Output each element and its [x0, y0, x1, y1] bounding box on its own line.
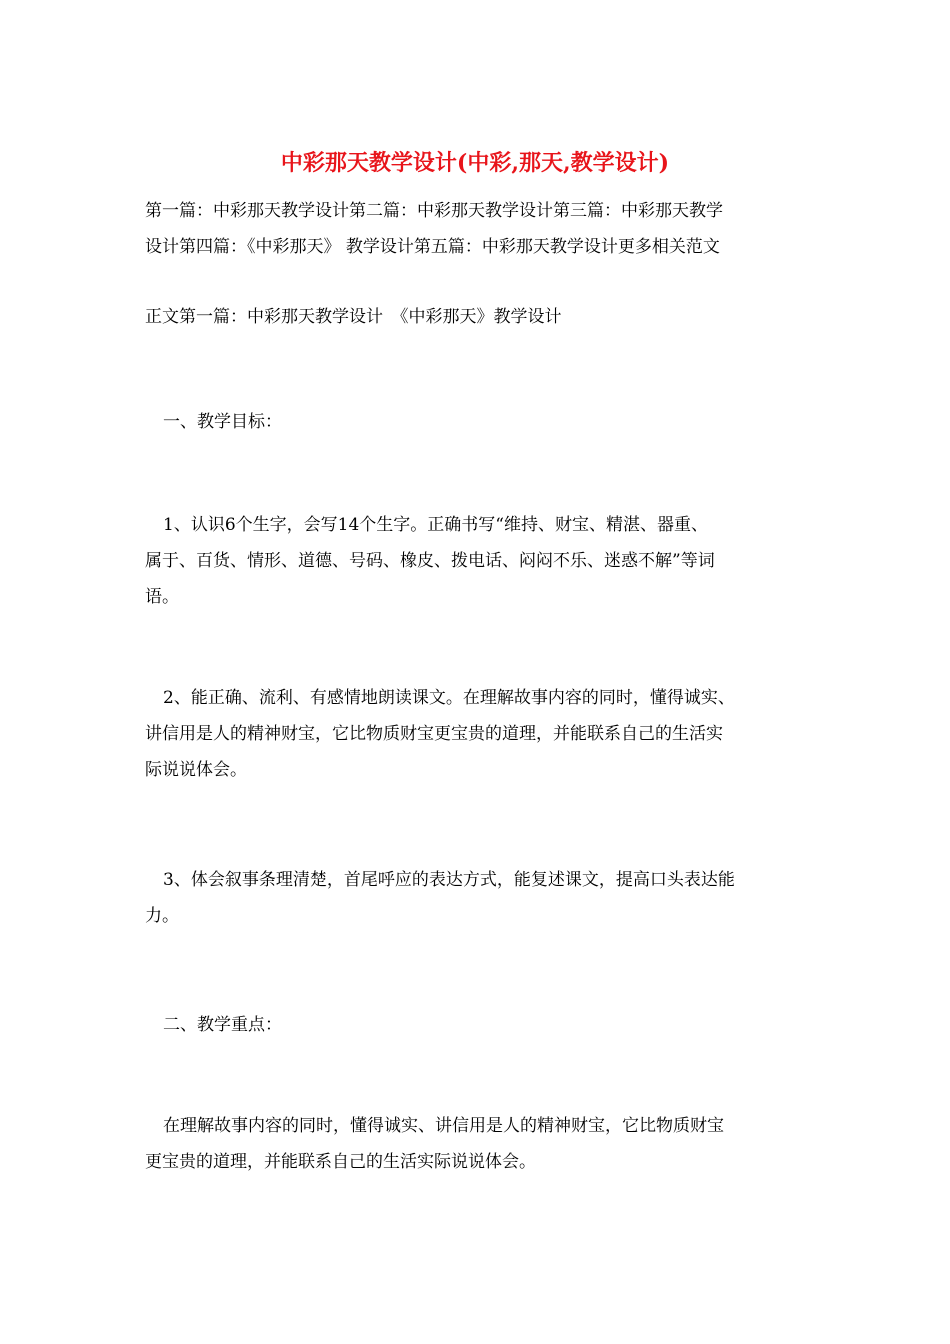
goal3-line: 力。 — [145, 906, 179, 926]
toc-line: 设计第四篇：《中彩那天》 教学设计第五篇：中彩那天教学设计更多相关范文 — [145, 237, 720, 257]
goal2-line: 际说说体会。 — [145, 760, 247, 780]
toc-line: 第一篇：中彩那天教学设计第二篇：中彩那天教学设计第三篇：中彩那天教学 — [145, 201, 723, 221]
goal2-line: 2、能正确、流利、有感情地朗读课文。在理解故事内容的同时，懂得诚实、 — [163, 688, 735, 708]
intro-line: 正文第一篇：中彩那天教学设计 《中彩那天》教学设计 — [145, 307, 562, 327]
goal1-line: 1、认识6个生字，会写14个生字。正确书写“维持、财宝、精湛、器重、 — [163, 515, 708, 535]
focus-line: 在理解故事内容的同时，懂得诚实、讲信用是人的精神财宝，它比物质财宝 — [163, 1116, 724, 1136]
toc-paragraph — [145, 193, 815, 265]
section2-heading — [163, 1007, 833, 1043]
section-heading-text: 二、教学重点： — [163, 1015, 282, 1035]
section-heading-text: 一、教学目标： — [163, 412, 282, 432]
document-title: 中彩那天教学设计(中彩,那天,教学设计) — [280, 150, 670, 176]
focus-line: 更宝贵的道理，并能联系自己的生活实际说说体会。 — [145, 1152, 536, 1172]
intro-paragraph — [145, 299, 815, 335]
goal2-paragraph — [145, 680, 815, 788]
goal1-line: 语。 — [145, 587, 179, 607]
goal3-paragraph — [145, 862, 815, 934]
goal2-line: 讲信用是人的精神财宝，它比物质财宝更宝贵的道理，并能联系自己的生活实 — [145, 724, 723, 744]
goal3-line: 3、体会叙事条理清楚，首尾呼应的表达方式，能复述课文，提高口头表达能 — [163, 870, 735, 890]
focus-paragraph — [145, 1108, 815, 1180]
goal1-paragraph — [145, 507, 815, 615]
section1-heading — [163, 404, 833, 440]
goal1-line: 属于、百货、情形、道德、号码、橡皮、拨电话、闷闷不乐、迷惑不解”等词 — [145, 551, 715, 571]
